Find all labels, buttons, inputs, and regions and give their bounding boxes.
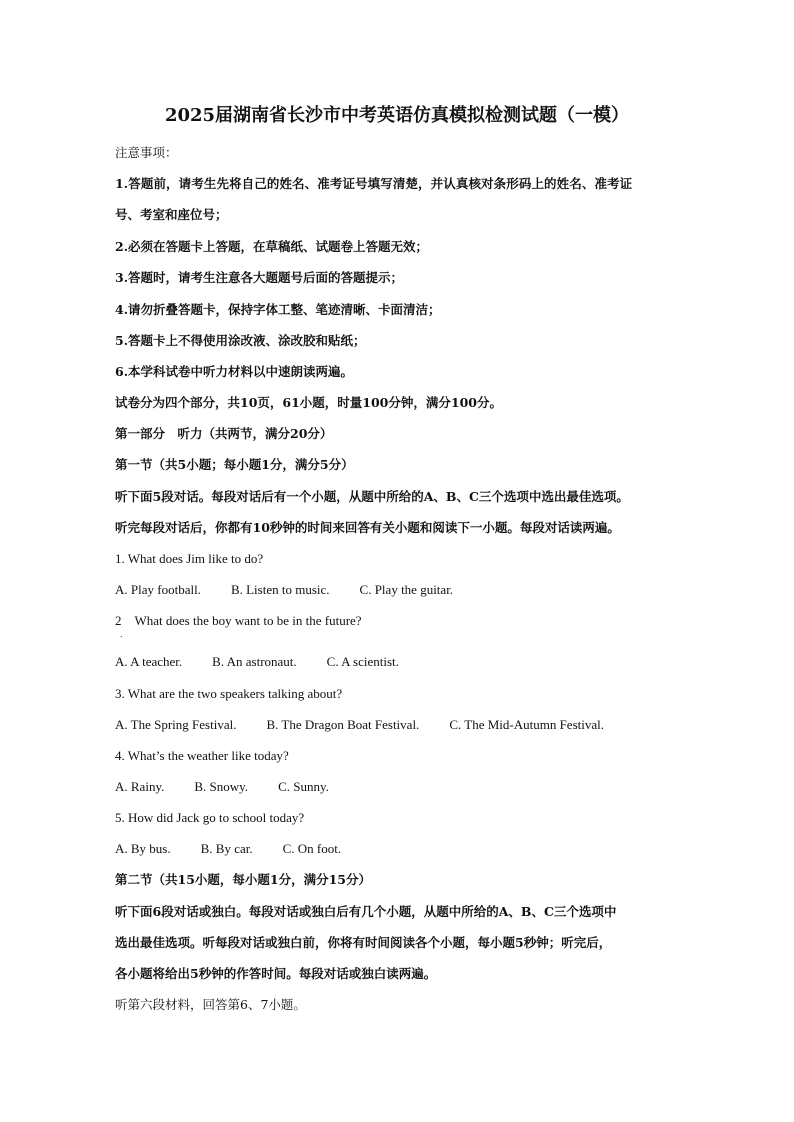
option-a: A. A teacher.: [115, 654, 183, 669]
option-c: C. The Mid-Autumn Festival.: [449, 717, 604, 732]
option-a: A. Rainy.: [115, 779, 165, 794]
question-1: 1. What does Jim like to do?: [115, 551, 264, 566]
section2-instruction-2: 选出最佳选项。听每段对话或独白前，你将有时间阅读各个小题，每小题5秒钟；听完后，: [115, 935, 612, 950]
question-4-options: [115, 777, 329, 797]
question-2-options: [115, 652, 399, 672]
question-5: 5. How did Jack go to school today?: [115, 810, 305, 825]
option-c: C. Sunny.: [278, 779, 329, 794]
page-title: 2025届湖南省长沙市中考英语仿真模拟检测试题（一模）: [164, 105, 630, 126]
section1-instruction-2: 听完每段对话后，你都有10秒钟的时间来回答有关小题和阅读下一小题。每段对话读两遍。: [115, 520, 620, 535]
option-b: B. The Dragon Boat Festival.: [266, 717, 420, 732]
option-c: C. A scientist.: [326, 654, 399, 669]
question-2: 2 What does the boy want to be in the future?: [115, 613, 362, 628]
notice-1-cont: 号、考室和座位号；: [115, 207, 228, 222]
option-a: A. By bus.: [115, 841, 171, 856]
section2-instruction-1: 听下面6段对话或独白。每段对话或独白后有几个小题，从题中所给的A、B、C三个选项中: [115, 904, 617, 919]
option-b: B. Listen to music.: [230, 582, 330, 597]
section1-heading: 第一节（共5小题；每小题1分，满分5分）: [115, 457, 354, 472]
question-4: 4. What’s the weather like today?: [115, 748, 289, 763]
question-1-options: [115, 580, 453, 600]
option-a: A. Play football.: [115, 582, 201, 597]
notice-5: 5.答题卡上不得使用涂改液、涂改胶和贴纸；: [115, 333, 366, 348]
question-3-options: [115, 715, 604, 735]
notice-2: 2.必须在答题卡上答题，在草稿纸、试题卷上答题无效；: [115, 239, 429, 254]
material6-prompt: 听第六段材料，回答第6、7小题。: [115, 997, 306, 1012]
part1-heading: 第一部分 听力（共两节，满分20分）: [115, 426, 333, 441]
question-2-mark: ．: [120, 630, 128, 639]
option-c: C. On foot.: [282, 841, 342, 856]
option-b: B. By car.: [200, 841, 253, 856]
section2-heading: 第二节（共15小题，每小题1分，满分15分）: [115, 872, 371, 887]
question-3: 3. What are the two speakers talking about?: [115, 686, 343, 701]
option-b: B. An astronaut.: [212, 654, 297, 669]
question-5-options: [115, 839, 341, 859]
option-b: B. Snowy.: [194, 779, 249, 794]
option-c: C. Play the guitar.: [359, 582, 454, 597]
notice-heading: 注意事项：: [115, 145, 178, 160]
notice-4: 4.请勿折叠答题卡，保持字体工整、笔迹清晰、卡面清洁；: [115, 302, 441, 317]
notice-1: 1.答题前，请考生先将自己的姓名、准考证号填写清楚，并认真核对条形码上的姓名、准考证: [115, 176, 633, 191]
paper-info: 试卷分为四个部分，共10页，61小题，时量100分钟，满分100分。: [115, 395, 502, 410]
section2-instruction-3: 各小题将给出5秒钟的作答时间。每段对话或独白读两遍。: [115, 966, 437, 981]
option-a: A. The Spring Festival.: [115, 717, 237, 732]
notice-6: 6.本学科试卷中听力材料以中速朗读两遍。: [115, 364, 354, 379]
notice-3: 3.答题时，请考生注意各大题题号后面的答题提示；: [115, 270, 404, 285]
section1-instruction-1: 听下面5段对话。每段对话后有一个小题，从题中所给的A、B、C三个选项中选出最佳选项。: [115, 489, 629, 504]
